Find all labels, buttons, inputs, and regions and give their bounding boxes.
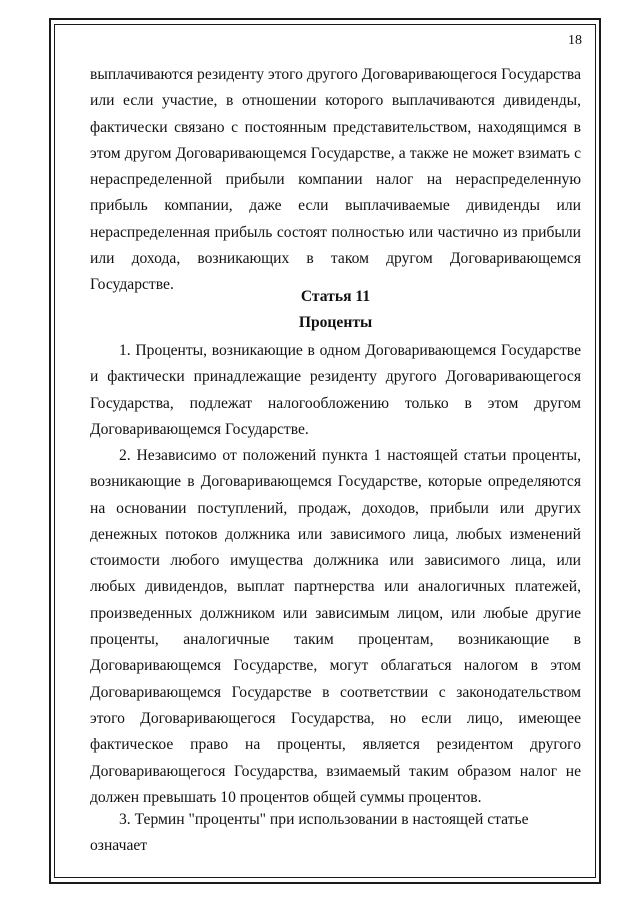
article-paragraph-1: 1. Проценты, возникающие в одном Договаривающемся Государстве и фактически принадлежащие резиденту другого Договаривающегося Государства, подлежат налогообложению только в этом другом Договаривающемся Государстве. bbox=[90, 342, 581, 438]
article-paragraph-3-block bbox=[90, 807, 581, 860]
page-number: 18 bbox=[568, 33, 582, 48]
article-number: Статья 11 bbox=[300, 288, 371, 305]
continued-paragraph: выплачиваются резиденту этого другого Договаривающегося Государства или если участие, в отношении которого выплачиваются дивиденды, фактически связано с постоянным представительством, находящимся в этом другом Договаривающемся Государстве, а также не может взимать с нераспределенной прибыли компании налог на нераспределенную прибыль компании, даже если выплачиваемые дивиденды или нераспределенная прибыль состоят полностью или частично из прибыли или дохода, возникающих в таком другом Договаривающемся Государстве. bbox=[90, 66, 581, 294]
article-paragraph-2: 2. Независимо от положений пункта 1 настоящей статьи проценты, возникающие в Договаривающемся Государстве, которые определяются на основании поступлений, продаж, доходов, прибыли или других денежных потоков должника или зависимого лица, любых изменений стоимости любого имущества должника или зависимого лица, или любых дивидендов, выплат партнерства или аналогичных платежей, произведенных должником или зависимым лицом, или любые другие проценты, аналогичные таким процентам, возникающие в Договаривающемся Государстве, могут облагаться налогом в этом Договаривающемся Государстве в соответствии с законодательством этого Договаривающегося Государства, но если лицо, имеющее фактическое право на проценты, является резидентом другого Договаривающегося Государства, взимаемый таким образом налог не должен превышать 10 процентов общей суммы процентов. bbox=[90, 447, 581, 806]
continued-paragraph-block bbox=[90, 62, 581, 299]
article-paragraph-1-block bbox=[90, 338, 581, 443]
article-heading-block bbox=[90, 284, 581, 337]
article-paragraph-2-block bbox=[90, 443, 581, 811]
article-paragraph-3: 3. Термин "проценты" при использовании в настоящей статье означает bbox=[90, 811, 529, 855]
article-title: Проценты bbox=[298, 314, 373, 332]
